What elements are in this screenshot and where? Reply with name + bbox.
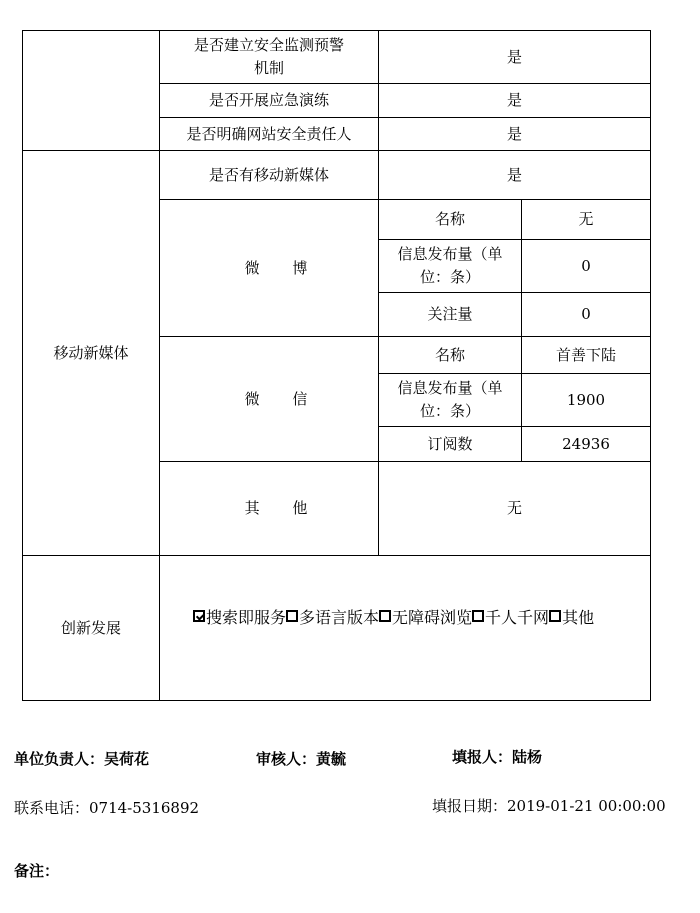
option-label-accessibility: 无障碍浏览 (392, 607, 473, 627)
other-media-value: 无 (506, 499, 522, 517)
option-label-multi-language: 多语言版本 (299, 607, 380, 627)
weibo-name-label: 名称 (434, 210, 465, 228)
option-label-search-service: 搜索即服务 (206, 607, 287, 627)
wechat-posts-label: 信息发布量（单位：条） (397, 379, 503, 420)
multi-language-checkbox[interactable] (286, 610, 298, 622)
weibo-follow-value: 0 (581, 305, 591, 323)
weibo-posts-label: 信息发布量（单位：条） (397, 245, 503, 286)
option-label-other: 其他 (562, 607, 595, 627)
wechat-posts-value: 1900 (566, 390, 606, 409)
personalization-checkbox[interactable] (472, 610, 484, 622)
option-label-personalization: 千人千网 (485, 607, 550, 627)
reviewer: 审核人：黄毓 (256, 750, 347, 768)
warning-mechanism-answer: 是 (506, 47, 522, 66)
responsible-person-question: 是否明确网站安全责任人 (186, 124, 352, 143)
weibo-label: 微 博 (244, 258, 322, 277)
wechat-subs-value: 24936 (562, 434, 610, 453)
fill-date-text: 填报日期：2019-01-21 00:00:00 (432, 797, 666, 815)
mobile-media-section-label: 移动新媒体 (53, 343, 129, 362)
remark: 备注： (14, 862, 60, 880)
responsible-person-answer: 是 (506, 124, 522, 143)
innovation-label: 创新发展 (60, 618, 121, 637)
wechat-label: 微 信 (244, 389, 322, 408)
has-mobile-media-question: 是否有移动新媒体 (208, 165, 329, 184)
weibo-posts-value: 0 (581, 256, 591, 275)
wechat-name-label: 名称 (434, 345, 465, 364)
drill-answer: 是 (506, 91, 522, 109)
wechat-subs-label: 订阅数 (427, 434, 473, 453)
filler: 填报人：陆杨 (452, 748, 543, 766)
fill-date (432, 795, 666, 816)
weibo-follow-label: 关注量 (427, 305, 473, 323)
search-service-checkbox[interactable] (193, 610, 205, 622)
warning-mechanism-question: 是否建立安全监测预警机制 (193, 36, 344, 77)
unit-head: 单位负责人：吴荷花 (14, 750, 150, 768)
other-media-label: 其 他 (244, 499, 322, 517)
has-mobile-media-answer: 是 (506, 165, 522, 184)
weibo-name-value: 无 (578, 210, 594, 228)
contact-phone (14, 797, 199, 818)
wechat-name-value: 首善下陆 (555, 345, 616, 364)
accessibility-checkbox[interactable] (379, 610, 391, 622)
drill-question: 是否开展应急演练 (208, 91, 329, 109)
contact-phone-text: 联系电话：0714-5316892 (14, 799, 200, 817)
innovation-options (193, 605, 594, 627)
other-checkbox[interactable] (549, 610, 561, 622)
